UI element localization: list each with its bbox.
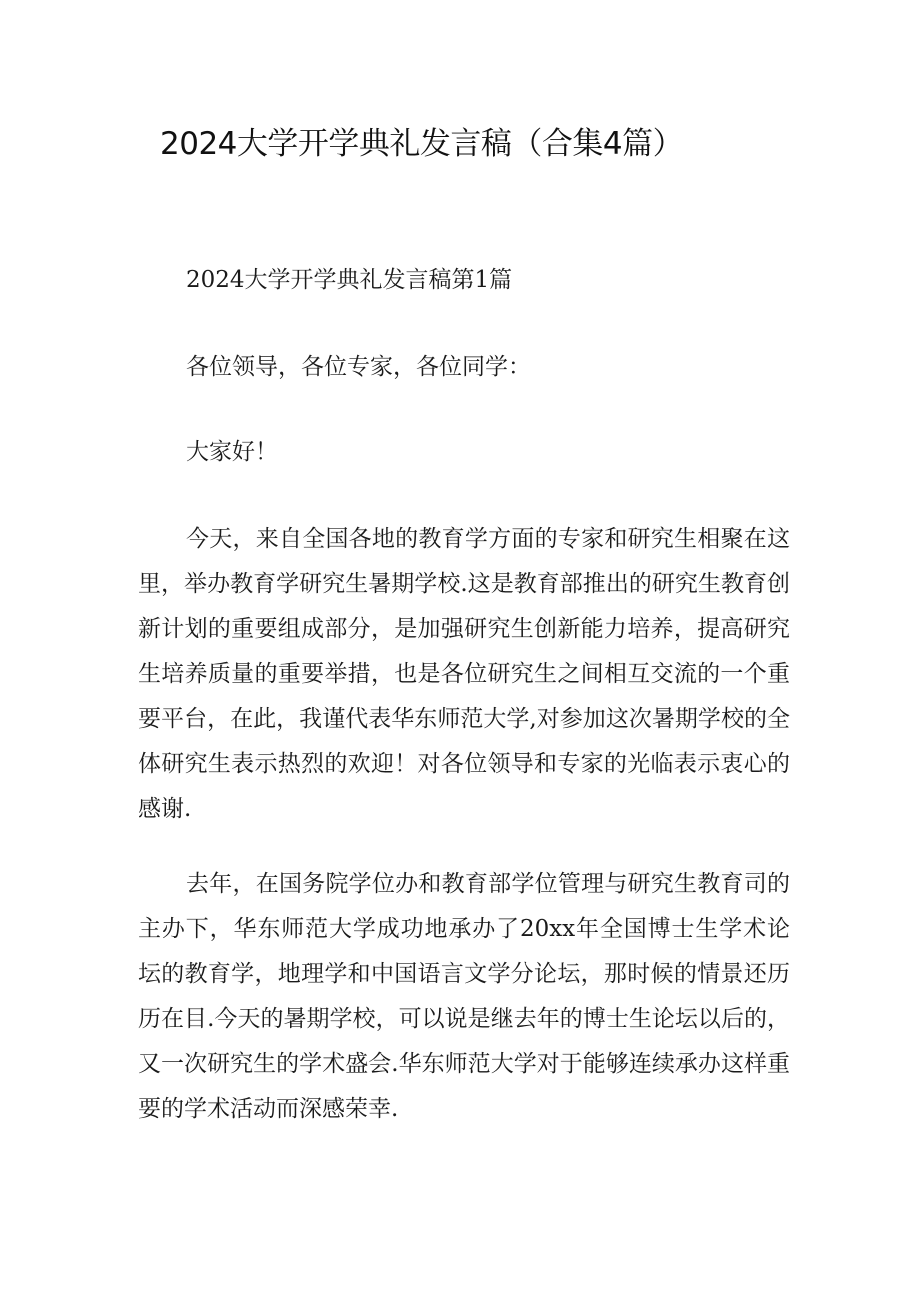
body-paragraph: 今天，来自全国各地的教育学方面的专家和研究生相聚在这里，举办教育学研究生暑期学校.这是教育部推出的研究生教育创新计划的重要组成部分，是加强研究生创新能力培养，提高研究生培养质量的重要举措，也是各位研究生之间相互交流的一个重要平台，在此，我谨代表华东师范大学,对参加这次暑期学校的全体研究生表示热烈的欢迎！对各位领导和专家的光临表示衷心的感谢.: [138, 526, 790, 822]
salutation-line: 各位领导，各位专家，各位同学：: [186, 354, 531, 380]
document-title: 2024大学开学典礼发言稿（合集4篇）: [160, 126, 684, 162]
body-paragraph: 去年，在国务院学位办和教育部学位管理与研究生教育司的主办下，华东师范大学成功地承办了20xx年全国博士生学术论坛的教育学，地理学和中国语言文学分论坛，那时候的情景还历历在目.今天的暑期学校，可以说是继去年的博士生论坛以后的，又一次研究生的学术盛会.华东师范大学对于能够连续承办这样重要的学术活动而深感荣幸.: [138, 871, 790, 1122]
greeting-line: 大家好！: [186, 439, 278, 465]
section-heading: 2024大学开学典礼发言稿第1篇: [186, 267, 513, 293]
